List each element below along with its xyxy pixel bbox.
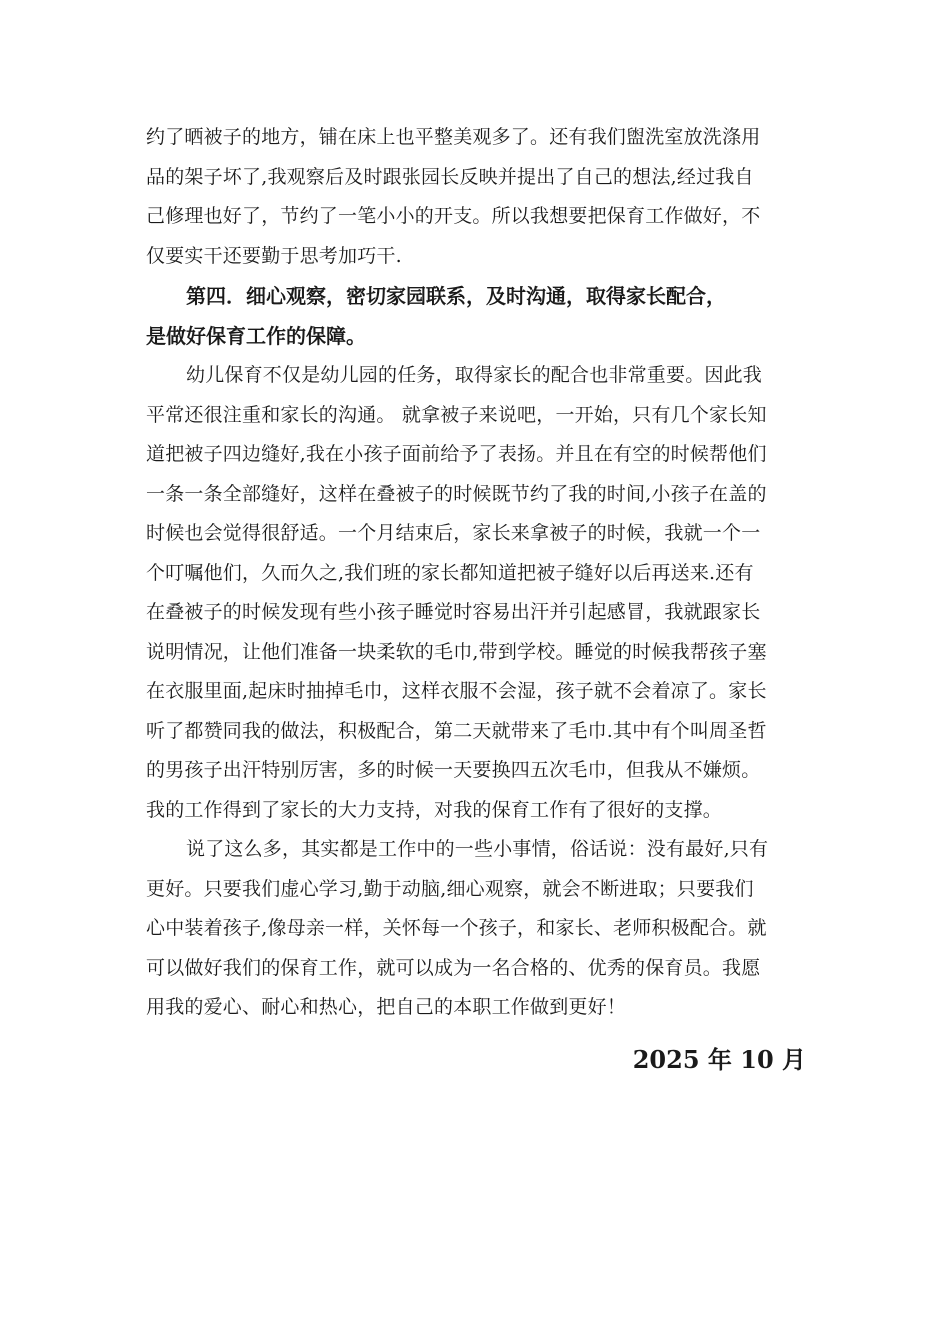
text-line: 可以做好我们的保育工作，就可以成为一名合格的、优秀的保育员。我愿 [146, 956, 761, 979]
text-line: 品的架子坏了,我观察后及时跟张园长反映并提出了自己的想法,经过我自 [146, 165, 754, 188]
text-line: 更好。只要我们虚心学习,勤于动脑,细心观察，就会不断进取；只要我们 [146, 877, 754, 900]
paragraph-parent-cooperation [146, 356, 806, 830]
text-line: 时候也会觉得很舒适。一个月结束后，家长来拿被子的时候，我就一个一 [146, 522, 761, 544]
heading-line: 是做好保育工作的保障。 [146, 324, 366, 348]
text-line: 用我的爱心、耐心和热心，把自己的本职工作做到更好！ [146, 996, 627, 1018]
text-line: 道把被子四边缝好,我在小孩子面前给予了表扬。并且在有空的时候帮他们 [146, 443, 767, 465]
text-line: 一条一条全部缝好，这样在叠被子的时候既节约了我的时间,小孩子在盖的 [146, 482, 767, 505]
text-line: 说了这么多，其实都是工作中的一些小事情，俗话说：没有最好,只有 [186, 838, 769, 860]
text-line: 平常还很注重和家长的沟通。 就拿被子来说吧，一开始，只有几个家长知 [146, 403, 767, 426]
text-line: 说明情况，让他们准备一块柔软的毛巾,带到学校。睡觉的时候我帮孩子塞 [146, 640, 767, 663]
text-line: 己修理也好了，节约了一笔小小的开支。所以我想要把保育工作做好，不 [146, 205, 761, 227]
document-date: 2025 年 10 月 [632, 1045, 806, 1074]
paragraph-conclusion [146, 830, 806, 1028]
text-line: 在衣服里面,起床时抽掉毛巾，这样衣服不会湿，孩子就不会着凉了。家长 [146, 680, 767, 702]
text-line: 我的工作得到了家长的大力支持，对我的保育工作有了很好的支撑。 [146, 798, 723, 821]
text-line: 个叮嘱他们，久而久之,我们班的家长都知道把被子缝好以后再送来.还有 [146, 561, 754, 584]
document-body [146, 118, 806, 1028]
text-line: 仅要实干还要勤于思考加巧干. [146, 244, 402, 267]
text-line: 的男孩子出汗特别厉害，多的时候一天要换四五次毛巾，但我从不嫌烦。 [146, 759, 761, 781]
text-line: 心中装着孩子,像母亲一样，关怀每一个孩子，和家长、老师积极配合。就 [146, 917, 767, 939]
section-heading-4 [146, 276, 806, 356]
heading-line: 第四．细心观察，密切家园联系，及时沟通，取得家长配合， [186, 284, 726, 308]
text-line: 幼儿保育不仅是幼儿园的任务，取得家长的配合也非常重要。因此我 [186, 364, 763, 386]
text-line: 听了都赞同我的做法，积极配合，第二天就带来了毛巾.其中有个叫周圣哲 [146, 719, 767, 742]
text-line: 在叠被子的时候发现有些小孩子睡觉时容易出汗并引起感冒，我就跟家长 [146, 601, 761, 623]
text-line: 约了晒被子的地方，铺在床上也平整美观多了。还有我们盥洗室放洗涤用 [146, 126, 761, 148]
paragraph-continuation [146, 118, 806, 276]
